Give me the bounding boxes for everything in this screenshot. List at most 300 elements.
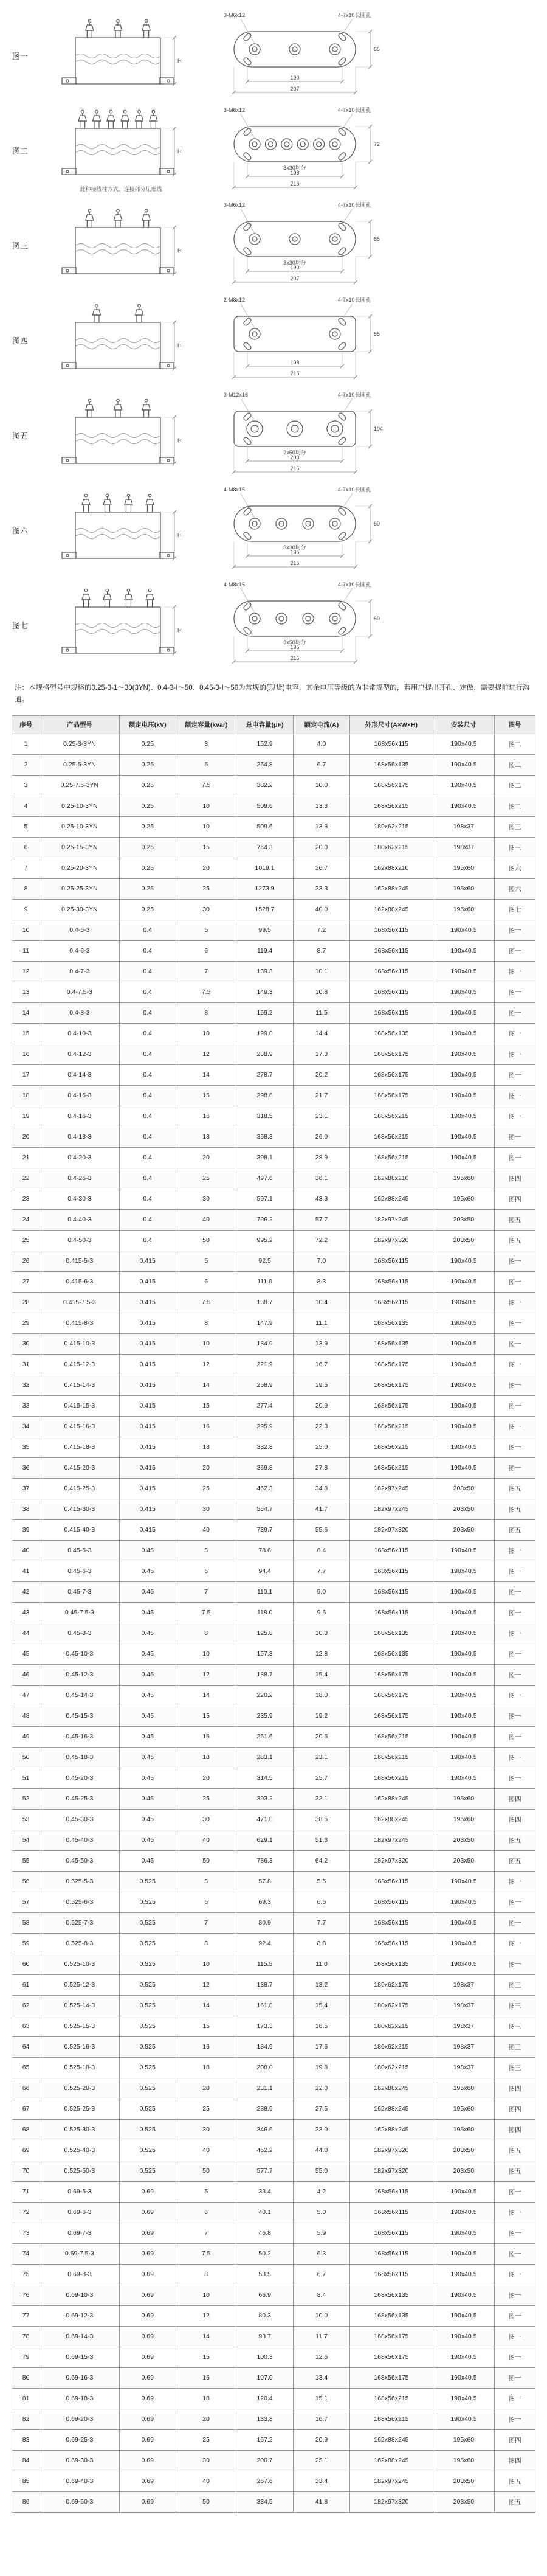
table-cell: 0.525-20-3 — [40, 2078, 119, 2099]
table-cell: 86 — [12, 2491, 40, 2512]
column-header: 序号 — [12, 715, 40, 734]
table-cell: 0.4 — [119, 1106, 176, 1127]
table-cell: 180x62x215 — [350, 816, 433, 837]
table-cell: 168x56x115 — [350, 2243, 433, 2264]
table-cell: 51.3 — [293, 1830, 349, 1850]
table-cell: 14.4 — [293, 1023, 349, 1044]
table-row — [12, 2057, 535, 2078]
table-cell: 190x40.5 — [433, 1954, 495, 1974]
table-cell: 162x88x245 — [350, 2119, 433, 2140]
table-cell: 0.4 — [119, 1044, 176, 1064]
svg-text:203: 203 — [290, 454, 300, 460]
table-cell: 8 — [176, 1933, 236, 1954]
table-row — [12, 961, 535, 982]
svg-text:72: 72 — [374, 141, 380, 147]
table-cell: 16 — [176, 1416, 236, 1437]
figure-front-view — [57, 586, 185, 663]
table-row — [12, 796, 535, 816]
table-row — [12, 1002, 535, 1023]
table-cell: 56 — [12, 1871, 40, 1892]
table-cell: 0.525-5-3 — [40, 1871, 119, 1892]
table-cell: 10.3 — [293, 1623, 349, 1644]
svg-text:H: H — [177, 58, 182, 64]
table-cell: 0.4-18-3 — [40, 1127, 119, 1147]
table-cell: 199.0 — [236, 1023, 293, 1044]
table-cell: 94.4 — [236, 1561, 293, 1581]
table-row — [12, 1850, 535, 1871]
table-cell: 0.4 — [119, 1023, 176, 1044]
table-cell: 168x56x135 — [350, 2285, 433, 2305]
table-row — [12, 1933, 535, 1954]
table-cell: 168x56x115 — [350, 1933, 433, 1954]
table-cell: 0.415 — [119, 1375, 176, 1395]
column-header: 外形尺寸(A×W×H) — [350, 715, 433, 734]
table-cell: 1273.9 — [236, 878, 293, 899]
table-cell: 14 — [176, 1064, 236, 1085]
table-cell: 13.2 — [293, 1974, 349, 1995]
table-cell: 0.525-50-3 — [40, 2161, 119, 2181]
table-cell: 10 — [176, 1954, 236, 1974]
table-cell: 267.6 — [236, 2471, 293, 2491]
table-cell: 597.1 — [236, 1189, 293, 1209]
table-cell: 382.2 — [236, 775, 293, 796]
table-cell: 4.0 — [293, 734, 349, 754]
table-cell: 0.45 — [119, 1623, 176, 1644]
table-cell: 190x40.5 — [433, 1127, 495, 1147]
table-cell: 41 — [12, 1561, 40, 1581]
table-cell: 0.415-8-3 — [40, 1313, 119, 1333]
table-row — [12, 1685, 535, 1706]
table-cell: 40 — [176, 1209, 236, 1230]
table-cell: 168x56x115 — [350, 2202, 433, 2223]
table-cell: 图四 — [495, 1168, 535, 1189]
table-cell: 0.69-14-3 — [40, 2326, 119, 2347]
table-cell: 115.5 — [236, 1954, 293, 1974]
table-cell: 195x60 — [433, 858, 495, 878]
table-cell: 图一 — [495, 2181, 535, 2202]
table-cell: 168x56x115 — [350, 940, 433, 961]
table-cell: 0.69-12-3 — [40, 2305, 119, 2326]
table-row — [12, 2388, 535, 2409]
table-cell: 5 — [12, 816, 40, 837]
table-cell: 73 — [12, 2223, 40, 2243]
table-cell: 0.4 — [119, 940, 176, 961]
table-cell: 198x37 — [433, 2036, 495, 2057]
table-cell: 182x97x245 — [350, 2471, 433, 2491]
table-row — [12, 1581, 535, 1602]
table-cell: 168x56x115 — [350, 2223, 433, 2243]
table-cell: 20 — [12, 1127, 40, 1147]
table-cell: 168x56x215 — [350, 1726, 433, 1747]
table-cell: 0.525 — [119, 1912, 176, 1933]
figure-dimension-view — [201, 10, 407, 101]
figure-front-view — [57, 302, 185, 378]
table-cell: 182x97x320 — [350, 1519, 433, 1540]
table-cell: 20.9 — [293, 1395, 349, 1416]
table-cell: 168x56x115 — [350, 2264, 433, 2285]
table-cell: 168x56x135 — [350, 754, 433, 775]
table-cell: 57.7 — [293, 1209, 349, 1230]
table-cell: 图五 — [495, 1830, 535, 1850]
table-cell: 85 — [12, 2471, 40, 2491]
figure-caption: 此种接线柱方式，连接部分见虚线 — [80, 186, 162, 192]
table-cell: 图一 — [495, 1644, 535, 1664]
table-cell: 图一 — [495, 2409, 535, 2429]
table-cell: 0.45-20-3 — [40, 1768, 119, 1788]
table-cell: 0.415 — [119, 1333, 176, 1354]
svg-text:3-M6x12: 3-M6x12 — [224, 202, 246, 208]
table-cell: 168x56x115 — [350, 1581, 433, 1602]
table-cell: 图一 — [495, 1581, 535, 1602]
table-cell: 18 — [176, 2388, 236, 2409]
table-cell: 55.0 — [293, 2161, 349, 2181]
table-cell: 203x50 — [433, 1209, 495, 1230]
table-row — [12, 1064, 535, 1085]
table-cell: 0.69 — [119, 2347, 176, 2367]
figure-dimension-view — [201, 484, 407, 575]
table-cell: 12 — [176, 1044, 236, 1064]
table-cell: 38.5 — [293, 1809, 349, 1830]
table-cell: 33.4 — [236, 2181, 293, 2202]
table-cell: 0.525 — [119, 1995, 176, 2016]
table-cell: 61 — [12, 1974, 40, 1995]
table-cell: 15 — [176, 1706, 236, 1726]
table-cell: 6.4 — [293, 1540, 349, 1561]
table-cell: 0.45 — [119, 1706, 176, 1726]
table-cell: 6 — [12, 837, 40, 858]
table-cell: 2 — [12, 754, 40, 775]
table-cell: 497.6 — [236, 1168, 293, 1189]
table-cell: 5 — [176, 1871, 236, 1892]
table-row — [12, 1706, 535, 1726]
table-cell: 796.2 — [236, 1209, 293, 1230]
table-cell: 0.4 — [119, 1127, 176, 1147]
table-cell: 11 — [12, 940, 40, 961]
table-cell: 190x40.5 — [433, 2264, 495, 2285]
table-cell: 图五 — [495, 2140, 535, 2161]
table-cell: 0.69-16-3 — [40, 2367, 119, 2388]
table-cell: 168x56x115 — [350, 1561, 433, 1581]
table-cell: 图四 — [495, 2429, 535, 2450]
table-cell: 190x40.5 — [433, 2305, 495, 2326]
table-cell: 0.4-40-3 — [40, 1209, 119, 1230]
table-cell: 17.3 — [293, 1044, 349, 1064]
table-cell: 764.3 — [236, 837, 293, 858]
table-cell: 10.4 — [293, 1292, 349, 1313]
top-view-drawing — [201, 200, 407, 291]
table-cell: 18 — [12, 1085, 40, 1106]
table-cell: 162x88x245 — [350, 1788, 433, 1809]
table-cell: 7.5 — [176, 775, 236, 796]
table-cell: 图一 — [495, 1602, 535, 1623]
figure-row — [11, 484, 536, 575]
table-cell: 167.2 — [236, 2429, 293, 2450]
table-cell: 13 — [12, 982, 40, 1002]
column-header: 安装尺寸 — [433, 715, 495, 734]
table-cell: 图六 — [495, 878, 535, 899]
table-cell: 20.9 — [293, 2429, 349, 2450]
table-cell: 0.525-15-3 — [40, 2016, 119, 2036]
table-cell: 162x88x245 — [350, 2429, 433, 2450]
table-cell: 18.0 — [293, 1685, 349, 1706]
table-cell: 16 — [176, 2036, 236, 2057]
table-cell: 107.0 — [236, 2367, 293, 2388]
table-cell: 6.6 — [293, 1892, 349, 1912]
table-cell: 92.4 — [236, 1933, 293, 1954]
table-cell: 13.3 — [293, 816, 349, 837]
table-cell: 168x56x215 — [350, 2409, 433, 2429]
table-cell: 0.69-8-3 — [40, 2264, 119, 2285]
table-cell: 0.525-10-3 — [40, 1954, 119, 1974]
table-cell: 20 — [176, 1147, 236, 1168]
table-cell: 221.9 — [236, 1354, 293, 1375]
table-cell: 图一 — [495, 1395, 535, 1416]
table-cell: 69.3 — [236, 1892, 293, 1912]
table-cell: 168x56x115 — [350, 1892, 433, 1912]
table-cell: 190x40.5 — [433, 1333, 495, 1354]
table-cell: 278.7 — [236, 1064, 293, 1085]
table-cell: 22 — [12, 1168, 40, 1189]
table-cell: 182x97x320 — [350, 2161, 433, 2181]
table-cell: 82 — [12, 2409, 40, 2429]
table-cell: 190x40.5 — [433, 1726, 495, 1747]
table-cell: 577.7 — [236, 2161, 293, 2181]
table-cell: 182x97x245 — [350, 1830, 433, 1850]
table-cell: 203x50 — [433, 2161, 495, 2181]
table-cell: 6 — [176, 1892, 236, 1912]
figure-label: 图三 — [12, 241, 29, 251]
table-cell: 168x56x175 — [350, 1064, 433, 1085]
table-cell: 195x60 — [433, 878, 495, 899]
table-cell: 42 — [12, 1581, 40, 1602]
table-cell: 168x56x215 — [350, 796, 433, 816]
svg-text:216: 216 — [290, 181, 300, 187]
table-cell: 180x62x175 — [350, 1974, 433, 1995]
table-cell: 67 — [12, 2099, 40, 2119]
table-cell: 182x97x320 — [350, 2491, 433, 2512]
table-cell: 27.8 — [293, 1457, 349, 1478]
svg-text:H: H — [177, 148, 182, 154]
table-cell: 图一 — [495, 2367, 535, 2388]
table-cell: 图一 — [495, 1768, 535, 1788]
table-cell: 8 — [12, 878, 40, 899]
table-cell: 168x56x175 — [350, 1664, 433, 1685]
table-cell: 7 — [176, 2223, 236, 2243]
table-cell: 图一 — [495, 1127, 535, 1147]
table-cell: 190x40.5 — [433, 1561, 495, 1581]
table-cell: 12 — [176, 1354, 236, 1375]
table-cell: 0.25-10-3YN — [40, 816, 119, 837]
table-cell: 99.5 — [236, 920, 293, 940]
table-cell: 图一 — [495, 1540, 535, 1561]
table-cell: 71 — [12, 2181, 40, 2202]
table-cell: 235.9 — [236, 1706, 293, 1726]
figure-front-view — [57, 207, 185, 283]
table-row — [12, 1230, 535, 1251]
table-cell: 18 — [176, 1747, 236, 1768]
table-cell: 53.5 — [236, 2264, 293, 2285]
table-cell: 76 — [12, 2285, 40, 2305]
table-row — [12, 940, 535, 961]
table-cell: 图一 — [495, 1747, 535, 1768]
svg-text:H: H — [177, 532, 182, 538]
table-cell: 7.7 — [293, 1561, 349, 1581]
table-cell: 182x97x320 — [350, 2140, 433, 2161]
svg-text:207: 207 — [290, 86, 300, 92]
table-cell: 27.5 — [293, 2099, 349, 2119]
table-cell: 0.415-12-3 — [40, 1354, 119, 1375]
table-cell: 23 — [12, 1189, 40, 1209]
table-cell: 0.525 — [119, 2140, 176, 2161]
table-cell: 190x40.5 — [433, 1437, 495, 1457]
table-cell: 0.69 — [119, 2367, 176, 2388]
table-cell: 0.415 — [119, 1437, 176, 1457]
table-cell: 0.45 — [119, 1685, 176, 1706]
table-cell: 34 — [12, 1416, 40, 1437]
table-cell: 277.4 — [236, 1395, 293, 1416]
table-row — [12, 1499, 535, 1519]
table-cell: 图一 — [495, 1457, 535, 1478]
table-cell: 251.6 — [236, 1726, 293, 1747]
svg-text:55: 55 — [374, 331, 380, 337]
table-row — [12, 1644, 535, 1664]
table-cell: 16.7 — [293, 2409, 349, 2429]
table-cell: 图四 — [495, 1788, 535, 1809]
table-cell: 40 — [176, 2140, 236, 2161]
table-cell: 5.5 — [293, 1871, 349, 1892]
table-cell: 162x88x245 — [350, 2450, 433, 2471]
table-cell: 0.69-7-3 — [40, 2223, 119, 2243]
table-cell: 7 — [12, 858, 40, 878]
table-cell: 图一 — [495, 1064, 535, 1085]
table-cell: 16.7 — [293, 1354, 349, 1375]
table-cell: 190x40.5 — [433, 1106, 495, 1127]
column-header: 图号 — [495, 715, 535, 734]
table-cell: 0.415 — [119, 1271, 176, 1292]
table-cell: 162x88x245 — [350, 1809, 433, 1830]
column-header: 总电容量(μF) — [236, 715, 293, 734]
svg-text:3-M6x12: 3-M6x12 — [224, 107, 246, 113]
table-cell: 64.2 — [293, 1850, 349, 1871]
table-row — [12, 1540, 535, 1561]
table-cell: 9.6 — [293, 1602, 349, 1623]
table-row — [12, 1209, 535, 1230]
table-cell: 208.0 — [236, 2057, 293, 2078]
table-cell: 81 — [12, 2388, 40, 2409]
table-cell: 0.415-15-3 — [40, 1395, 119, 1416]
table-row — [12, 2140, 535, 2161]
table-cell: 图一 — [495, 1251, 535, 1271]
table-cell: 图二 — [495, 775, 535, 796]
table-cell: 203x50 — [433, 2491, 495, 2512]
table-cell: 32.1 — [293, 1788, 349, 1809]
figures-section — [11, 7, 536, 670]
table-cell: 7.0 — [293, 1251, 349, 1271]
table-cell: 0.69-18-3 — [40, 2388, 119, 2409]
table-cell: 图一 — [495, 2285, 535, 2305]
table-cell: 168x56x175 — [350, 1395, 433, 1416]
svg-text:190: 190 — [290, 265, 300, 271]
table-cell: 0.25 — [119, 878, 176, 899]
table-cell: 图一 — [495, 2264, 535, 2285]
table-cell: 198x37 — [433, 2057, 495, 2078]
table-cell: 0.415 — [119, 1313, 176, 1333]
table-row — [12, 734, 535, 754]
table-cell: 0.525 — [119, 2036, 176, 2057]
note-text: 注：本规格型号中规格的0.25-3-1～30(3YN)、0.4-3-I～50、0.45-3-I～50为常规的(现货)电容，其余电压等级的为非常规型的，若用户提出开孔、定做，需要提前进行沟通。 — [15, 684, 530, 703]
table-cell: 190x40.5 — [433, 2285, 495, 2305]
table-cell: 图一 — [495, 940, 535, 961]
table-cell: 0.45-8-3 — [40, 1623, 119, 1644]
table-cell: 168x56x115 — [350, 1602, 433, 1623]
table-cell: 168x56x135 — [350, 1313, 433, 1333]
table-row — [12, 1809, 535, 1830]
table-cell: 0.525 — [119, 2099, 176, 2119]
table-cell: 23.1 — [293, 1106, 349, 1127]
table-row — [12, 837, 535, 858]
table-cell: 7 — [176, 1912, 236, 1933]
table-cell: 17.6 — [293, 2036, 349, 2057]
table-cell: 168x56x175 — [350, 2367, 433, 2388]
table-cell: 0.25-10-3YN — [40, 796, 119, 816]
table-cell: 159.2 — [236, 1002, 293, 1023]
table-cell: 图五 — [495, 1519, 535, 1540]
table-row — [12, 1768, 535, 1788]
svg-text:4-7x10长圆孔: 4-7x10长圆孔 — [338, 107, 371, 113]
table-cell: 41.8 — [293, 2491, 349, 2512]
table-cell: 295.9 — [236, 1416, 293, 1437]
table-cell: 13.3 — [293, 796, 349, 816]
table-cell: 168x56x215 — [350, 1147, 433, 1168]
table-row — [12, 1623, 535, 1644]
table-cell: 69 — [12, 2140, 40, 2161]
table-cell: 43.3 — [293, 1189, 349, 1209]
table-row — [12, 816, 535, 837]
table-cell: 10.0 — [293, 2305, 349, 2326]
top-view-drawing — [201, 105, 407, 196]
table-cell: 84 — [12, 2450, 40, 2471]
table-cell: 190x40.5 — [433, 1147, 495, 1168]
table-cell: 198x37 — [433, 2016, 495, 2036]
table-cell: 190x40.5 — [433, 2181, 495, 2202]
table-cell: 11.0 — [293, 1954, 349, 1974]
table-cell: 79 — [12, 2347, 40, 2367]
table-cell: 138.7 — [236, 1292, 293, 1313]
table-cell: 图三 — [495, 837, 535, 858]
table-cell: 7.5 — [176, 1292, 236, 1313]
table-cell: 55 — [12, 1850, 40, 1871]
table-cell: 6 — [176, 1271, 236, 1292]
table-cell: 168x56x135 — [350, 2305, 433, 2326]
table-row — [12, 1416, 535, 1437]
table-cell: 120.4 — [236, 2388, 293, 2409]
table-cell: 图二 — [495, 754, 535, 775]
table-cell: 图四 — [495, 1809, 535, 1830]
top-view-drawing — [201, 294, 407, 386]
table-cell: 19.8 — [293, 2057, 349, 2078]
table-cell: 48 — [12, 1706, 40, 1726]
table-cell: 3 — [12, 775, 40, 796]
table-cell: 图一 — [495, 1292, 535, 1313]
table-cell: 4.2 — [293, 2181, 349, 2202]
table-row — [12, 1127, 535, 1147]
table-cell: 1 — [12, 734, 40, 754]
table-cell: 13.9 — [293, 1333, 349, 1354]
table-cell: 0.25 — [119, 734, 176, 754]
table-cell: 173.3 — [236, 2016, 293, 2036]
table-cell: 49 — [12, 1726, 40, 1747]
table-cell: 0.45 — [119, 1561, 176, 1581]
